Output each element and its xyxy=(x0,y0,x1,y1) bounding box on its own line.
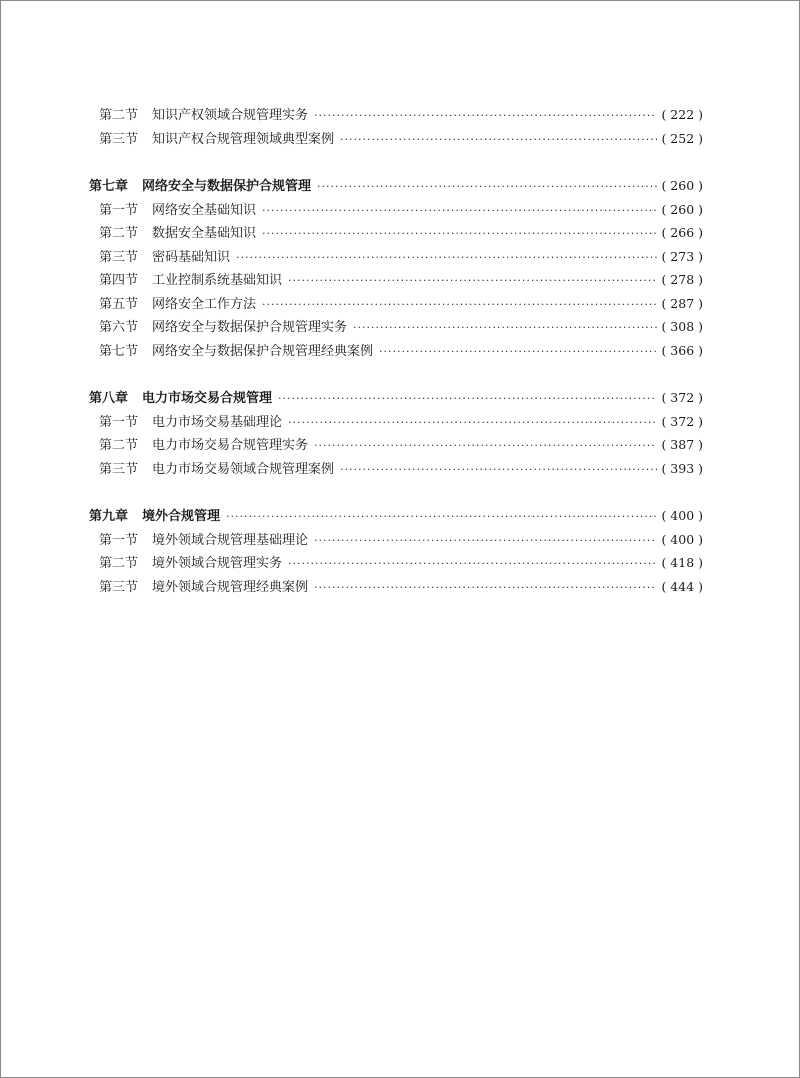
section-title: 知识产权领域合规管理实务 xyxy=(152,108,309,123)
page-number: ( 366 ) xyxy=(661,342,703,358)
dot-leader xyxy=(340,458,657,482)
dot-leader xyxy=(262,199,657,223)
toc-section-entry[interactable] xyxy=(89,268,703,292)
section-title: 网络安全与数据保护合规管理实务 xyxy=(152,320,348,335)
page-number: ( 287 ) xyxy=(661,295,703,311)
page-number: ( 260 ) xyxy=(661,201,703,217)
section-title: 网络安全与数据保护合规管理经典案例 xyxy=(152,343,374,359)
dot-leader xyxy=(340,128,657,152)
section-number: 第一节 xyxy=(99,414,139,430)
chapter-spacer xyxy=(89,362,703,386)
chapter-number: 第九章 xyxy=(89,509,129,524)
section-number: 第七节 xyxy=(99,343,139,359)
toc-chapter-entry[interactable] xyxy=(89,504,703,528)
toc-section-entry[interactable] xyxy=(89,245,703,269)
section-title: 数据安全基础知识 xyxy=(152,226,257,241)
toc-section-entry[interactable] xyxy=(89,339,703,363)
toc-section-entry[interactable] xyxy=(89,551,703,575)
toc-section-entry[interactable] xyxy=(89,575,703,599)
section-title: 境外领域合规管理实务 xyxy=(152,556,283,571)
page-number: ( 444 ) xyxy=(661,578,703,594)
dot-leader xyxy=(314,576,657,600)
section-number: 第三节 xyxy=(99,131,139,147)
section-title: 电力市场交易领域合规管理案例 xyxy=(152,461,335,477)
dot-leader xyxy=(288,552,657,576)
page-number: ( 418 ) xyxy=(661,555,703,570)
table-of-contents xyxy=(89,103,703,598)
dot-leader xyxy=(278,387,657,411)
dot-leader xyxy=(314,529,657,553)
page-number: ( 308 ) xyxy=(661,319,703,334)
section-number: 第六节 xyxy=(99,320,139,335)
dot-leader xyxy=(353,316,657,340)
dot-leader xyxy=(379,340,657,364)
dot-leader xyxy=(314,434,657,458)
page-number: ( 372 ) xyxy=(661,413,703,429)
page-number: ( 222 ) xyxy=(661,107,703,122)
section-title: 电力市场交易合规管理实务 xyxy=(152,438,309,453)
chapter-number: 第七章 xyxy=(89,179,129,194)
toc-chapter-entry[interactable] xyxy=(89,174,703,198)
section-title: 网络安全基础知识 xyxy=(152,202,257,218)
page-number: ( 400 ) xyxy=(661,531,703,547)
toc-section-entry[interactable] xyxy=(89,103,703,127)
section-title: 电力市场交易基础理论 xyxy=(152,414,283,430)
chapter-title: 网络安全与数据保护合规管理 xyxy=(142,179,312,194)
section-number: 第二节 xyxy=(99,108,139,123)
dot-leader xyxy=(262,293,657,317)
page-number: ( 278 ) xyxy=(661,272,703,287)
toc-section-entry[interactable] xyxy=(89,198,703,222)
toc-section-entry[interactable] xyxy=(89,221,703,245)
section-number: 第一节 xyxy=(99,532,139,548)
toc-section-entry[interactable] xyxy=(89,433,703,457)
toc-section-entry[interactable] xyxy=(89,457,703,481)
section-number: 第三节 xyxy=(99,461,139,477)
section-title: 境外领域合规管理经典案例 xyxy=(152,579,309,595)
section-title: 知识产权合规管理领域典型案例 xyxy=(152,131,335,147)
toc-section-entry[interactable] xyxy=(89,315,703,339)
toc-section-entry[interactable] xyxy=(89,410,703,434)
section-number: 第二节 xyxy=(99,556,139,571)
chapter-spacer xyxy=(89,150,703,174)
section-title: 密码基础知识 xyxy=(152,249,231,265)
chapter-title: 电力市场交易合规管理 xyxy=(142,391,273,406)
page-number: ( 252 ) xyxy=(661,130,703,146)
toc-section-entry[interactable] xyxy=(89,292,703,316)
page-number: ( 393 ) xyxy=(661,460,703,476)
section-number: 第二节 xyxy=(99,226,139,241)
section-number: 第二节 xyxy=(99,438,139,453)
toc-section-entry[interactable] xyxy=(89,127,703,151)
dot-leader xyxy=(262,222,657,246)
section-title: 工业控制系统基础知识 xyxy=(152,273,283,288)
section-number: 第三节 xyxy=(99,249,139,265)
page-number: ( 260 ) xyxy=(661,178,703,193)
page-number: ( 372 ) xyxy=(661,390,703,405)
page-number: ( 400 ) xyxy=(661,508,703,523)
chapter-title: 境外合规管理 xyxy=(142,509,221,524)
section-number: 第五节 xyxy=(99,296,139,312)
section-title: 境外领域合规管理基础理论 xyxy=(152,532,309,548)
page-number: ( 266 ) xyxy=(661,225,703,240)
page-number: ( 387 ) xyxy=(661,437,703,452)
dot-leader xyxy=(236,246,657,270)
dot-leader xyxy=(314,104,657,128)
section-number: 第一节 xyxy=(99,202,139,218)
toc-section-entry[interactable] xyxy=(89,528,703,552)
chapter-spacer xyxy=(89,480,703,504)
dot-leader xyxy=(288,269,657,293)
dot-leader xyxy=(288,411,657,435)
section-title: 网络安全工作方法 xyxy=(152,296,257,312)
section-number: 第三节 xyxy=(99,579,139,595)
page-number: ( 273 ) xyxy=(661,248,703,264)
chapter-number: 第八章 xyxy=(89,391,129,406)
toc-chapter-entry[interactable] xyxy=(89,386,703,410)
section-number: 第四节 xyxy=(99,273,139,288)
dot-leader xyxy=(317,175,657,199)
dot-leader xyxy=(226,505,657,529)
